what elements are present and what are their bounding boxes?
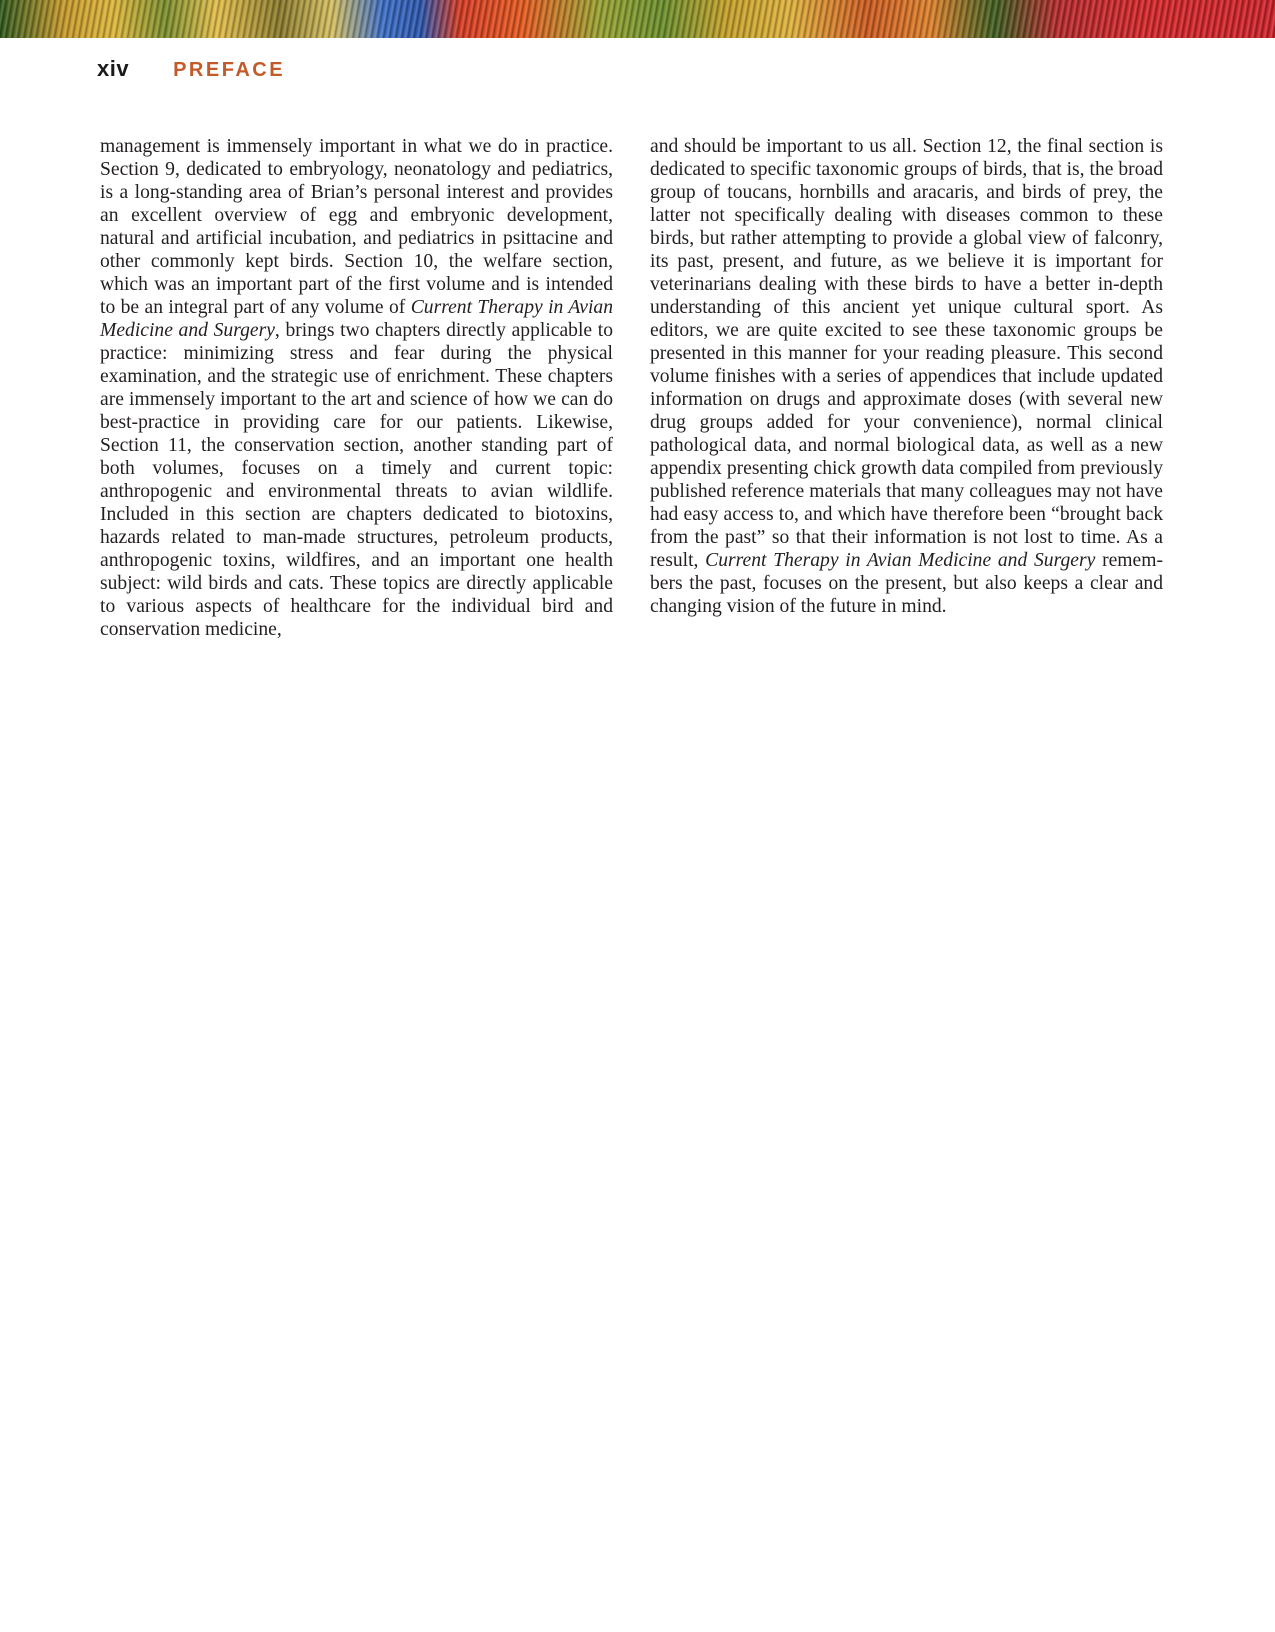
- book-title: Current Therapy in Avian Medicine and Surgery: [705, 550, 1096, 571]
- running-head: PREFACE: [173, 59, 286, 81]
- paragraph-text: and should be important to us all. Section 12, the final section is dedicated to specific taxonomic groups of birds, that is, the broad group of toucans, hornbills and aracaris, and birds of prey, the latter not specifically dealing with diseases common to these birds, but rather attempting to provide a global view of falconry, its past, present, and future, as we believe it is important for veterinarians dealing with these birds to have a better in-depth understanding of this ancient yet unique cultural sport. As editors, we are quite excited to see these taxonomic groups be presented in this manner for your reading pleasure. This second volume finishes with a series of appendices that include updated information on drugs and approximate doses (with several new drug groups added for your convenience), normal clinical pathological data, and normal biological data, as well as a new appendix presenting chick growth data compiled from previously published reference materials that many colleagues may not have had easy access to, and which have therefore been “brought back from the past” so that their information is not lost to time. As a result,: [650, 136, 1163, 571]
- paragraph-text: , brings two chapters directly applicable to practice: minimizing stress and fear during the physical examination, and the strategic use of enrichment. These chapters are immensely important to the art and science of how we can do best-practice in providing care for our patients. Likewise, Section 11, the conservation section, another standing part of both volumes, focuses on a timely and current topic: anthropogenic and environmental threats to avian wildlife. Included in this section are chapters dedicated to biotoxins, hazards related to man-made structures, petroleum products, anthropogenic toxins, wildfires, and an important one health subject: wild birds and cats. These topics are directly applicable to various aspects of healthcare for the individual bird and conservation medicine,: [100, 320, 613, 640]
- body-text-column-right: [650, 135, 1163, 618]
- paragraph-text: management is immensely important in what we do in practice. Section 9, dedicated to embryology, neonatology and pediatrics, is a long-standing area of Brian’s personal interest and provides an excellent overview of egg and embryonic development, natural and artificial incubation, and pediatrics in psittacine and other commonly kept birds. Section 10, the welfare section, which was an important part of the first volume and is intended to be an integral part of any volume of: [100, 136, 613, 318]
- body-text-column-left: [100, 135, 613, 641]
- paragraph-text: remembers the past, focuses on the present, but also keeps a clear and changing vision of the future in mind.: [650, 550, 1163, 617]
- feather-banner-image: [0, 0, 1275, 38]
- book-title: Current Therapy in Avian Medicine and Surgery: [100, 297, 613, 341]
- page-number: xiv: [97, 56, 130, 81]
- page-header: [97, 56, 285, 88]
